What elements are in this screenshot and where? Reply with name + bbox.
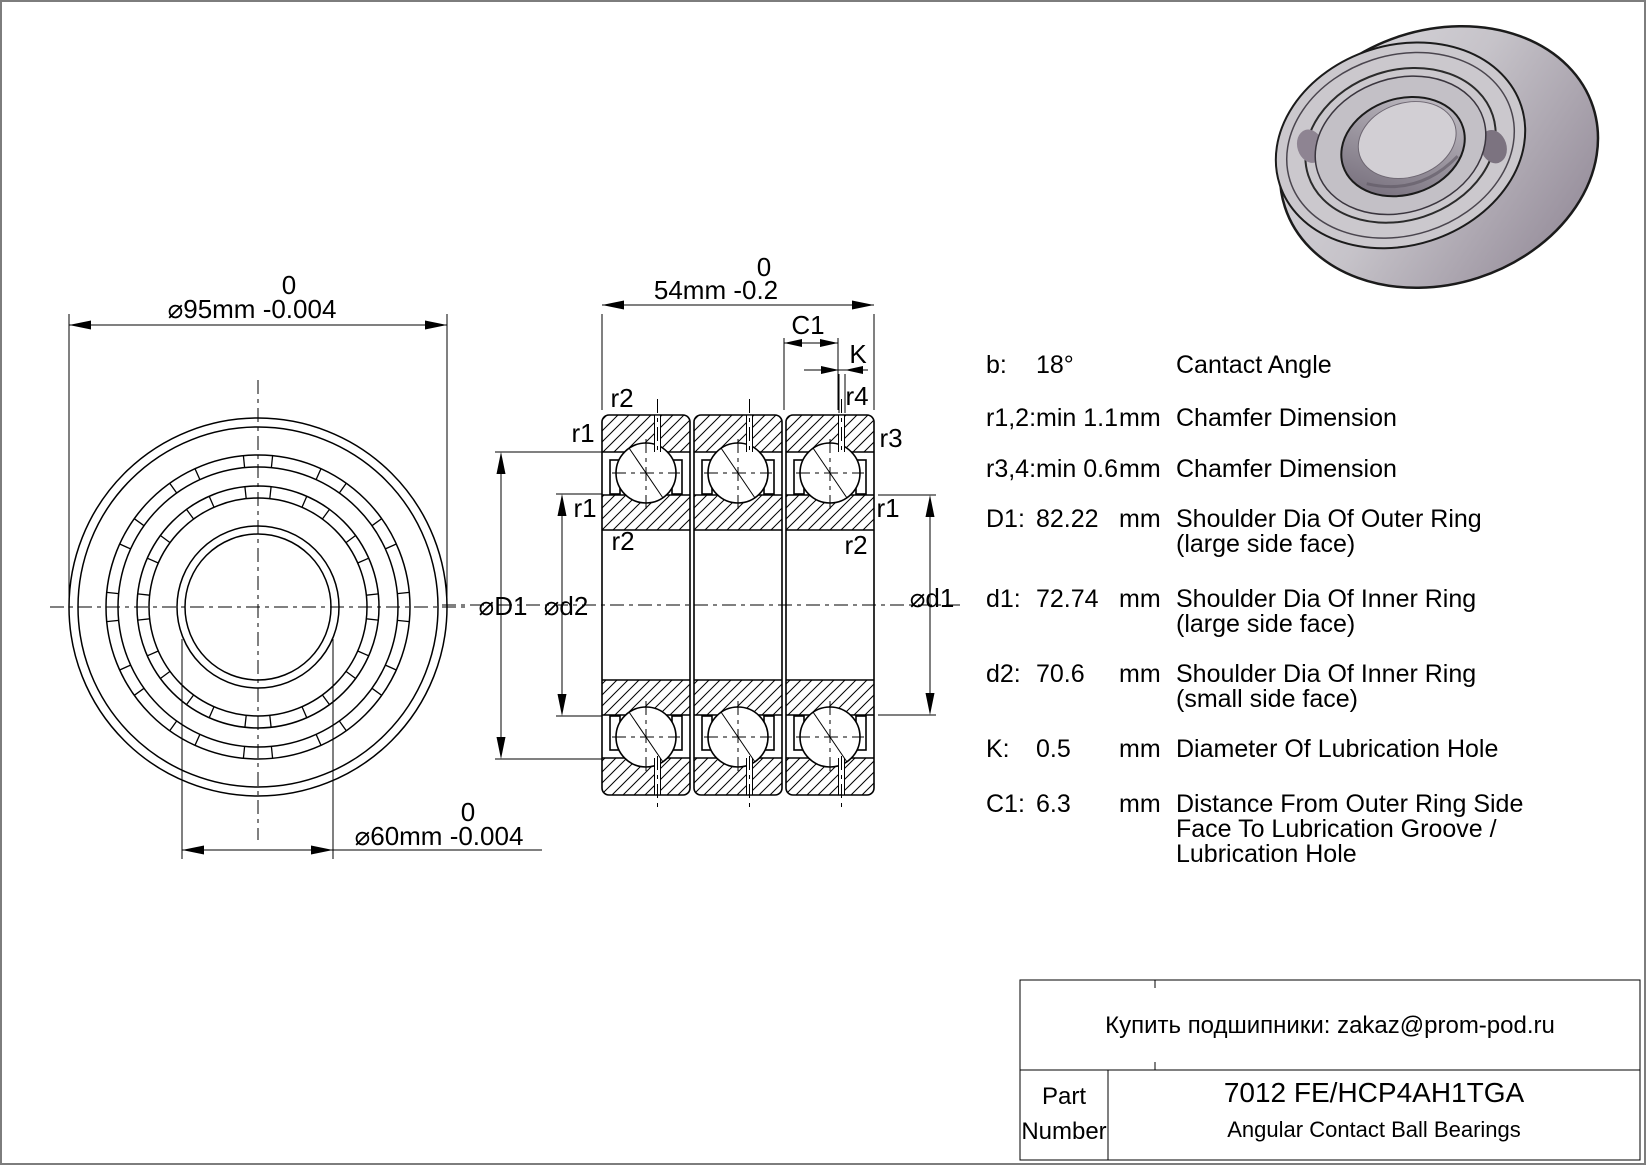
- width-tolerance-upper: 0: [756, 252, 772, 282]
- dia-d2-label: ⌀d2: [543, 591, 589, 621]
- spec-desc: Face To Lubrication Groove /: [1176, 815, 1497, 843]
- spec-desc: (large side face): [1176, 530, 1356, 558]
- k-dimension-label: K: [849, 339, 867, 369]
- spec-desc: Cantact Angle: [1176, 351, 1332, 379]
- spec-value: 70.6: [1036, 660, 1085, 688]
- r3-label: r3: [879, 423, 903, 453]
- front-view: [50, 380, 470, 840]
- spec-desc: Diameter Of Lubrication Hole: [1176, 735, 1499, 763]
- spec-value: 6.3: [1036, 790, 1071, 818]
- spec-unit: mm: [1119, 585, 1161, 613]
- spec-unit: mm: [1119, 735, 1161, 763]
- r2-label-bottom-left: r2: [611, 526, 635, 556]
- width-dimension-label: 54mm -0.2: [653, 275, 779, 305]
- part-number-value: 7012 FE/HCP4AH1TGA: [1223, 1077, 1525, 1108]
- od-tolerance-upper: 0: [281, 270, 297, 300]
- front-view-dimensions: [69, 270, 542, 859]
- spec-desc: Shoulder Dia Of Inner Ring: [1176, 660, 1477, 688]
- bore-tolerance-upper: 0: [460, 797, 476, 827]
- title-block: [1020, 980, 1640, 1160]
- c1-dimension-label: C1: [791, 310, 825, 340]
- r1-label-right: r1: [876, 493, 900, 523]
- spec-value: 72.74: [1036, 585, 1099, 613]
- od-dimension-label: ⌀95mm -0.004: [167, 294, 337, 324]
- dia-d1-label: ⌀d1: [909, 583, 955, 613]
- spec-key: r1,2:: [986, 404, 1037, 432]
- dia-D1-label: ⌀D1: [478, 591, 528, 621]
- bearing-3d-render: [1246, 2, 1633, 328]
- spec-key: b:: [986, 351, 1007, 379]
- spec-key: d1:: [986, 585, 1021, 613]
- spec-desc: Shoulder Dia Of Outer Ring: [1176, 505, 1482, 533]
- spec-value: min 0.6: [1036, 455, 1118, 483]
- spec-unit: mm: [1119, 505, 1161, 533]
- part-number-label-line1: Part: [1041, 1083, 1087, 1110]
- spec-desc: Distance From Outer Ring Side: [1176, 790, 1524, 818]
- spec-desc: Lubrication Hole: [1176, 840, 1357, 868]
- spec-desc: (small side face): [1176, 685, 1358, 713]
- spec-unit: mm: [1119, 404, 1161, 432]
- spec-key: d2:: [986, 660, 1021, 688]
- spec-value: 82.22: [1036, 505, 1099, 533]
- r1-label-left-lower: r1: [573, 493, 597, 523]
- spec-desc: (large side face): [1176, 610, 1356, 638]
- spec-unit: mm: [1119, 660, 1161, 688]
- r2-label-bottom-right: r2: [844, 530, 868, 560]
- technical-drawing: [2, 2, 1646, 1167]
- spec-table: [986, 351, 1523, 868]
- r4-label: r4: [845, 381, 869, 411]
- spec-desc: Shoulder Dia Of Inner Ring: [1176, 585, 1477, 613]
- spec-key: r3,4:: [986, 455, 1037, 483]
- part-category: Angular Contact Ball Bearings: [1227, 1117, 1521, 1142]
- spec-value: 0.5: [1036, 735, 1071, 763]
- contact-info: Купить подшипники: zakaz@prom-pod.ru: [1105, 1012, 1555, 1039]
- bore-dimension-label: ⌀60mm -0.004: [354, 821, 524, 851]
- spec-key: D1:: [986, 505, 1025, 533]
- spec-desc: Chamfer Dimension: [1176, 455, 1397, 483]
- spec-key: C1:: [986, 790, 1025, 818]
- spec-unit: mm: [1119, 455, 1161, 483]
- spec-value: min 1.1: [1036, 404, 1118, 432]
- spec-unit: mm: [1119, 790, 1161, 818]
- spec-desc: Chamfer Dimension: [1176, 404, 1397, 432]
- spec-value: 18°: [1036, 351, 1074, 379]
- part-number-label-line2: Number: [1021, 1118, 1107, 1145]
- r1-label-left-upper: r1: [571, 418, 595, 448]
- spec-key: K:: [986, 735, 1010, 763]
- r2-label-top-left: r2: [610, 383, 634, 413]
